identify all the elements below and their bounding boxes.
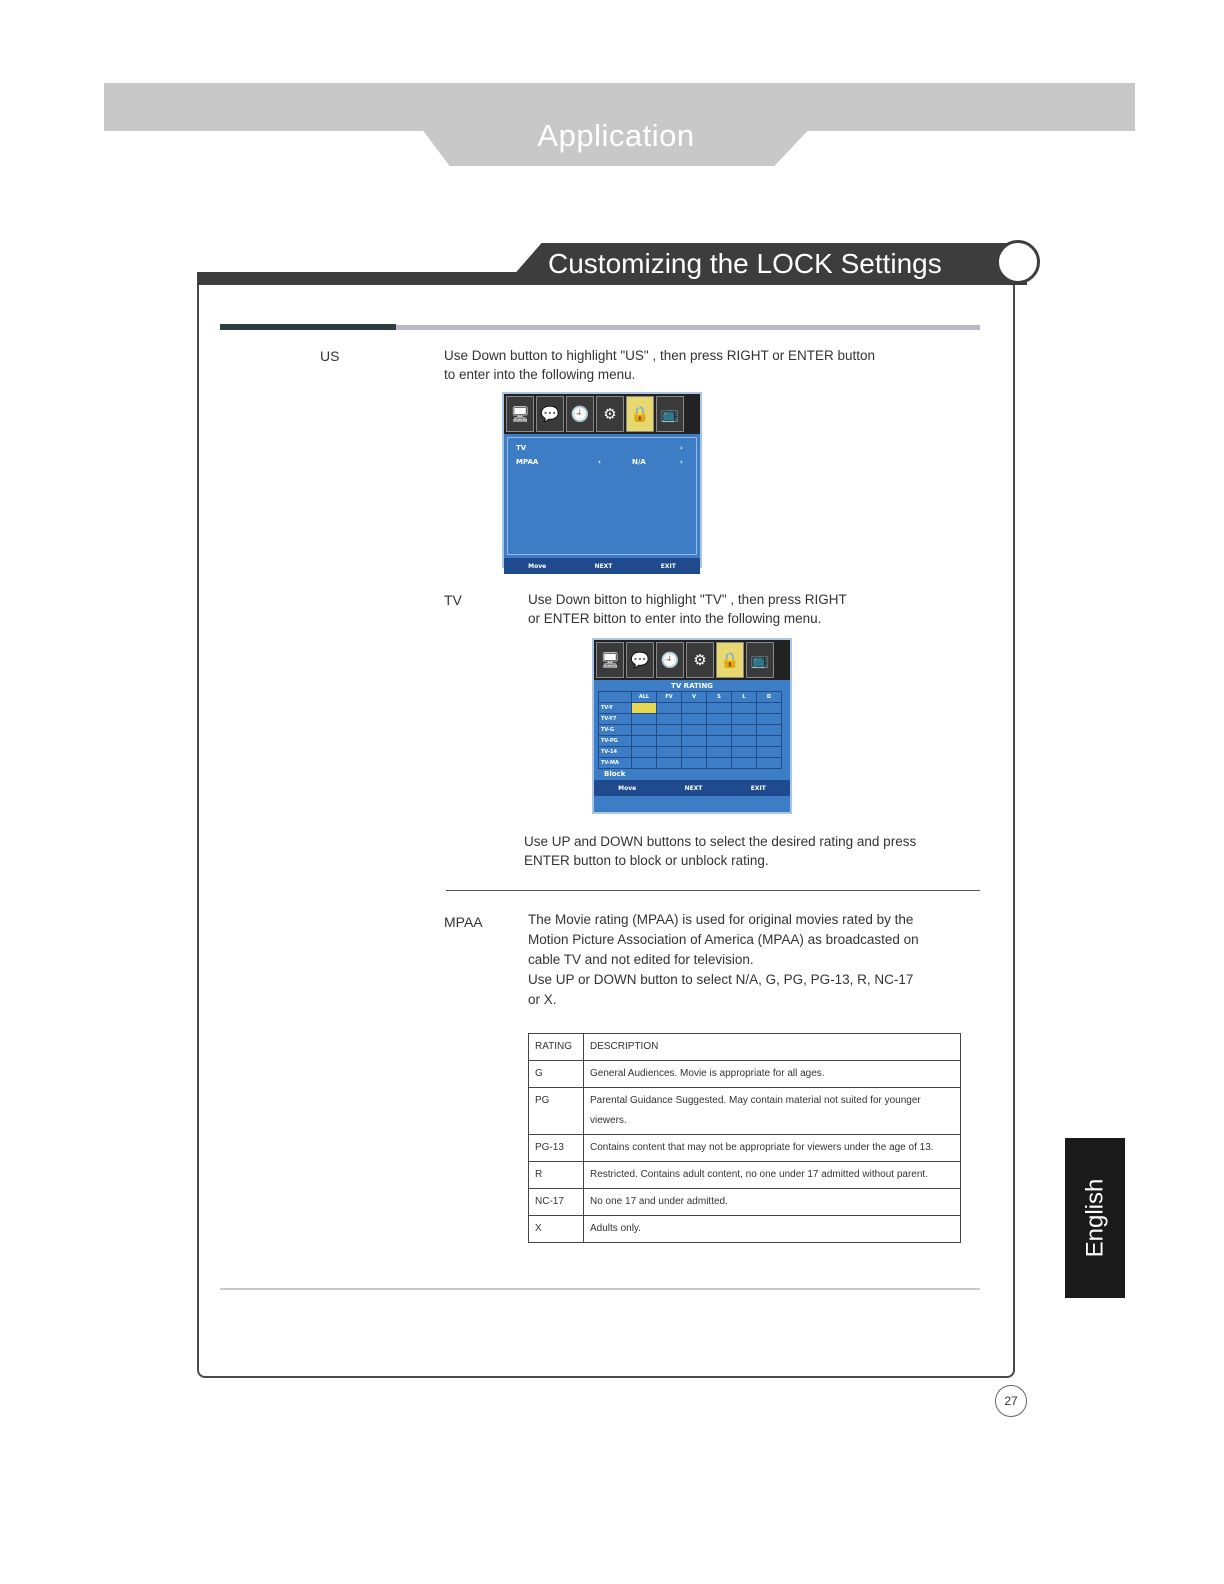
mpaa-instructions [528,910,978,1010]
osd-arrow-left-icon: ‹ [598,458,601,466]
osd-arrow-right-icon: › [680,458,683,466]
lock-icon: 🔒 [716,642,744,678]
osd-footer-exit: EXIT [750,784,766,792]
table-row [529,1162,961,1189]
tv-text-line-2: or ENTER bitton to enter into the following menu. [528,611,822,626]
grid-row [599,758,782,769]
us-instructions [444,346,964,384]
divider-bottom [220,1288,980,1290]
tv-rating-grid [598,691,782,769]
picture-icon: 🖥 [596,642,624,678]
grid-row [599,714,782,725]
osd-footer-move: Move [618,784,637,792]
grid-row [599,747,782,758]
grid-col-l: L [732,692,757,703]
page-title: Application [537,118,695,153]
osd-block-legend: Block [604,770,626,778]
osd-row-mpaa: MPAA [516,458,539,466]
table-row [529,1135,961,1162]
setup-icon: ⚙ [596,396,624,432]
mpaa-text-line-2: Motion Picture Association of America (MPAA) as broadcasted on [528,932,919,947]
grid-row-label: TV-14 [599,747,632,758]
grid-col-v: V [682,692,707,703]
osd-mpaa-value: N/A [632,458,646,466]
channel-icon: 📺 [656,396,684,432]
osd-footer-move: Move [528,562,547,570]
picture-icon: 🖥 [506,396,534,432]
osd-arrow-right-icon: › [680,444,683,452]
osd-footer-next: NEXT [594,562,613,570]
grid-col-d: D [757,692,782,703]
section-circle-icon [996,240,1040,284]
description-cell: General Audiences. Movie is appropriate for all ages. [584,1061,961,1088]
tv-instructions [528,590,968,628]
grid-row-label: TV-G [599,725,632,736]
rating-cell: PG-13 [529,1135,584,1162]
grid-cell-selected [632,703,657,714]
rating-cell: X [529,1216,584,1243]
mpaa-rating-table [528,1033,961,1243]
osd-footer [504,558,700,574]
divider [396,325,980,330]
language-tab-label [1065,1138,1125,1298]
grid-row-label: TV-MA [599,758,632,769]
table-row [529,1189,961,1216]
tv-after-line-2: ENTER button to block or unblock rating. [524,853,769,868]
osd-icon-bar [594,640,790,680]
clock-icon: 🕘 [656,642,684,678]
table-row [529,1061,961,1088]
osd-tv-rating-menu [592,638,792,814]
tv-after-line-1: Use UP and DOWN buttons to select the desired rating and press [524,834,917,849]
mpaa-text-line-1: The Movie rating (MPAA) is used for original movies rated by the [528,912,914,927]
grid-col-all: ALL [632,692,657,703]
section-title: Customizing the LOCK Settings [548,248,942,279]
description-cell: Restricted. Contains adult content, no one under 17 admitted without parent. [584,1162,961,1189]
osd-footer [594,780,790,796]
description-cell: No one 17 and under admitted. [584,1189,961,1216]
us-text-line-1: Use Down button to highlight "US" , then press RIGHT or ENTER button [444,348,876,363]
table-header-description: DESCRIPTION [584,1034,961,1061]
grid-header-row [599,692,782,703]
us-label: US [320,348,340,364]
setup-icon: ⚙ [686,642,714,678]
table-header-rating: RATING [529,1034,584,1061]
grid-row-label: TV-Y [599,703,632,714]
lock-icon: 🔒 [626,396,654,432]
mpaa-text-line-4: Use UP or DOWN button to select N/A, G, PG, PG-13, R, NC-17 [528,972,914,987]
tv-label: TV [444,592,462,608]
mpaa-label: MPAA [444,914,483,930]
tv-after-instructions [524,832,974,870]
audio-icon: 💬 [626,642,654,678]
audio-icon: 💬 [536,396,564,432]
rating-cell: PG [529,1088,584,1135]
table-row [529,1216,961,1243]
description-cell: Contains content that may not be appropriate for viewers under the age of 13. [584,1135,961,1162]
grid-row-label: TV-PG [599,736,632,747]
us-text-line-2: to enter into the following menu. [444,367,636,382]
grid-col-s: S [707,692,732,703]
osd-us-body [507,437,697,555]
description-cell: Parental Guidance Suggested. May contain material not suited for younger viewers. [584,1088,961,1135]
osd-footer-next: NEXT [684,784,703,792]
page-number: 27 [995,1385,1027,1417]
language-label: English [1081,1178,1108,1258]
rating-cell: G [529,1061,584,1088]
grid-row-label: TV-Y7 [599,714,632,725]
table-header-row [529,1034,961,1061]
osd-icon-bar [504,394,700,434]
mpaa-text-line-5: or X. [528,992,557,1007]
grid-row [599,703,782,714]
osd-row-tv: TV [516,444,527,452]
grid-row [599,736,782,747]
rating-cell: NC-17 [529,1189,584,1216]
osd-us-menu [502,392,702,568]
description-cell: Adults only. [584,1216,961,1243]
tv-text-line-1: Use Down bitton to highlight "TV" , then press RIGHT [528,592,847,607]
rating-cell: R [529,1162,584,1189]
divider-accent [220,324,396,330]
mpaa-text-line-3: cable TV and not edited for television. [528,952,754,967]
divider [446,890,980,891]
grid-col-fv: FV [657,692,682,703]
osd-grid-title: TV RATING [671,682,713,690]
clock-icon: 🕘 [566,396,594,432]
osd-footer-exit: EXIT [660,562,676,570]
channel-icon: 📺 [746,642,774,678]
table-row [529,1088,961,1135]
grid-row [599,725,782,736]
